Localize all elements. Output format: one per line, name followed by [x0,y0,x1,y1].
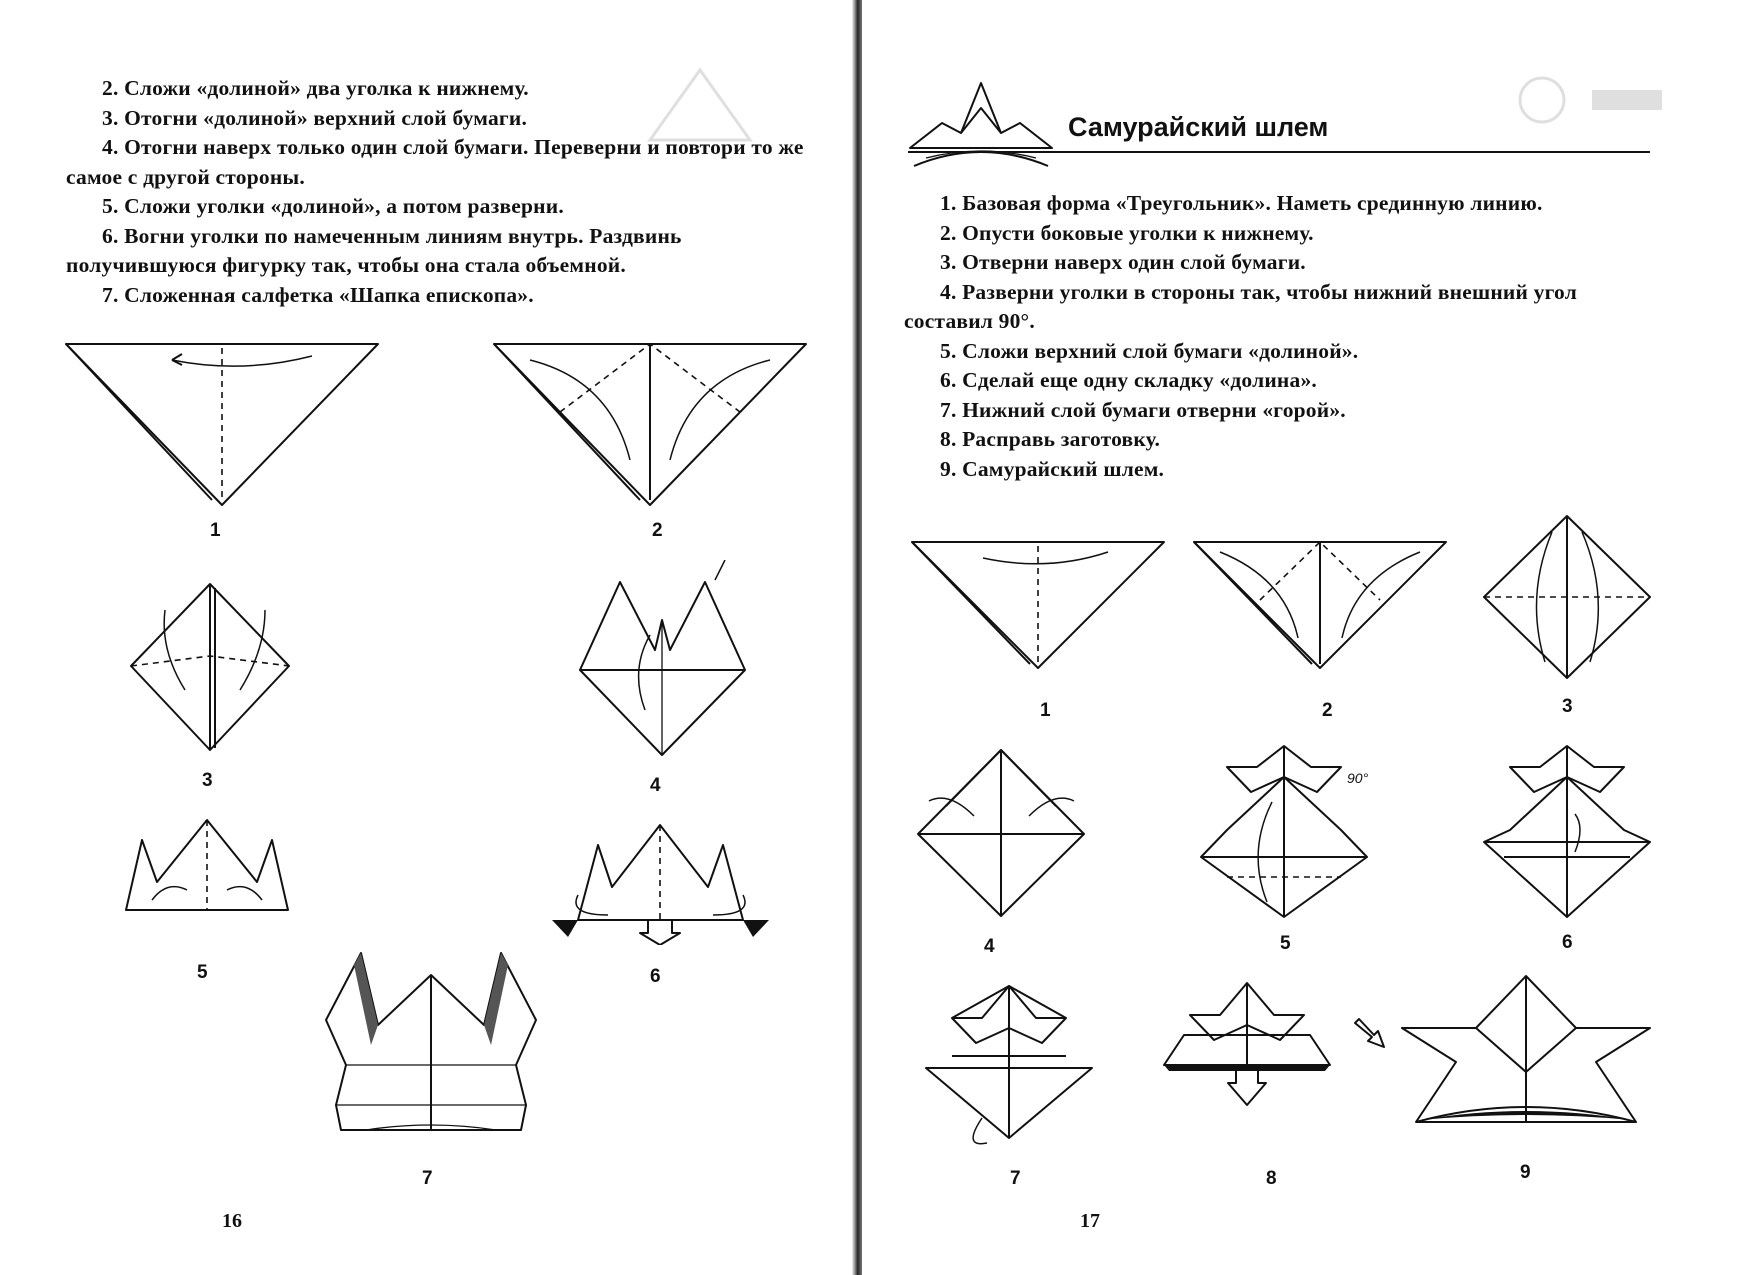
left-step: 6. Вогни уголки по намеченным линиям внутрь. Раздвинь получившуюся фигурку так, чтобы она стала объемной. [66,223,682,277]
left-figure-label: 5 [197,962,208,983]
left-step: 7. Сложенная салфетка «Шапка епископа». [102,282,534,307]
left-diagram-5 [122,810,292,920]
left-step: 2. Сложи «долиной» два уголка к нижнему. [102,76,529,100]
right-figure-label: 8 [1266,1168,1277,1189]
left-figure-label: 3 [202,770,213,791]
left-figure-label: 2 [652,520,663,541]
left-diagram-6 [548,815,773,945]
right-figure-label: 7 [1010,1168,1021,1189]
right-figure-label: 4 [984,936,995,957]
title-underline [908,151,1650,153]
right-page [862,0,1755,1275]
left-figure-label: 1 [210,520,221,541]
bleed-through-decoration [1502,70,1672,150]
right-step: 1. Базовая форма «Треугольник». Наметь срединную линию. [940,191,1543,215]
left-step: 3. Отогни «долиной» верхний слой бумаги. [102,105,528,130]
left-diagram-4 [575,560,755,760]
fold-arrow-icon [1350,1015,1390,1055]
left-instructions [66,74,812,310]
right-figure-label: 6 [1562,932,1573,953]
right-figure-label: 5 [1280,933,1291,954]
right-instructions [904,189,1646,484]
right-step: 5. Сложи верхний слой бумаги «долиной». [940,338,1359,363]
right-diagram-6 [1480,742,1660,922]
right-step: 8. Расправь заготовку. [940,427,1161,451]
left-figure-label: 6 [650,966,661,987]
right-step: 3. Отверни наверх один слой бумаги. [940,250,1306,274]
left-diagram-7 [316,945,546,1145]
section-title: Самурайский шлем [1068,112,1329,142]
page-number-right: 17 [1080,1210,1100,1232]
right-diagram-9 [1396,972,1656,1132]
right-step: 6. Сделай еще одну складку «долина». [940,368,1317,392]
right-diagram-7 [922,978,1102,1158]
right-diagram-2 [1190,538,1450,673]
right-diagram-1 [908,538,1168,673]
right-step: 9. Самурайский шлем. [940,456,1165,481]
left-step: 4. Отогни наверх только один слой бумаги. Переверни и повтори то же самое с другой стороны. [66,135,804,189]
right-step: 7. Нижний слой бумаги отверни «горой». [940,397,1346,422]
right-step: 2. Опусти боковые уголки к нижнему. [940,220,1314,245]
left-step: 5. Сложи уголки «долиной», а потом разверни. [102,194,564,218]
right-figure-label: 2 [1322,700,1333,721]
left-figure-label: 4 [650,775,661,796]
right-step: 4. Разверни уголки в стороны так, чтобы нижний внешний угол составил 90°. [904,279,1577,333]
left-figure-label: 7 [422,1168,433,1189]
samurai-helmet-icon [906,78,1056,173]
left-diagram-3 [125,580,295,755]
left-diagram-2 [490,340,810,510]
right-diagram-3 [1480,512,1655,682]
right-diagram-5 [1197,742,1377,922]
right-figure-label: 9 [1520,1162,1531,1183]
right-diagram-8 [1160,975,1340,1110]
left-page [0,0,860,1275]
right-diagram-4 [914,746,1089,921]
right-figure-label: 1 [1040,700,1051,721]
angle-label: 90° [1347,770,1369,786]
left-diagram-1 [62,340,382,510]
right-figure-label: 3 [1562,696,1573,717]
page-number-left: 16 [222,1210,242,1232]
